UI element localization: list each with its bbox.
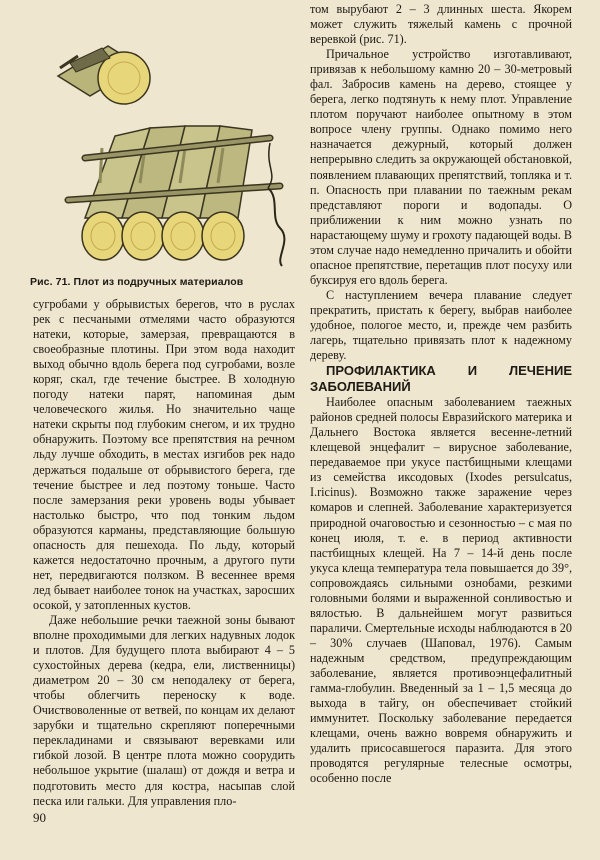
paragraph: Причальное устройство изготавливают, привязав к небольшому камню 20 – 30-метровый фал. Забросив камень на дерево, стоящее у берега, легко подтянуть к нему плот. Управление плотом поручают наиболее опытному в этом вопросе члену группы. Однако помимо него назначается дежурный, который должен непрерывно следить за окружающей обстановкой, появлением плавающих препятствий, топляка и т. п. Опасность при плавании по таежным рекам представляют пороги и водопады. О приближении к ним можно узнать по нарастающему шуму и грохоту падающей воды. В этом случае надо немедленно причалить и обойти опасное препятствие, перетащив плот посуху или буксируя его вдоль берега. (310, 47, 573, 287)
paragraph: Наиболее опасным заболеванием таежных районов средней полосы Евразийского материка и Дальнего Востока является весенне-летний клещевой энцефалит – вирусное заболевание, передаваемое при укусе пастбищными клещами из семейства иксодовых (Ixodes persulcatus, I.ricinus). Возможно также заражение через комаров и слепней. Заболевание характеризуется природной очаговостью и сезонностью – с мая по конец июля, т. е. в период активности пастбищных клещей. На 7 – 14-й день после укуса клеща температура тела повышается до 39°, сопровождаясь сильными ознобами, резкими головными болями и выраженной сонливостью и вялостью. В дальнейшем могут развиться параличи. Смертельные исходы наблюдаются в 20 – 30% случаев (Шаповал, 1976). Самым надежным средством, предупреждающим заболевание, является противоэнцефалитный гамма-глобулин. Введенный за 1 – 1,5 месяца до выхода в тайгу, он обеспечивает стойкий иммунитет. Поскольку заболевание передается клещами, очень важно вовремя обнаружить и удалить присосавшегося паразита. Для этого проводятся регулярные телесные осмотры, особенно после (310, 395, 572, 786)
left-column (33, 297, 295, 809)
paragraph: том вырубают 2 – 3 длинных шеста. Якорем может служить тяжелый камень с прочной веревкой (рис. 71). (310, 2, 572, 47)
log-ends (82, 212, 244, 260)
rope-icon (268, 143, 284, 266)
single-log-icon (58, 46, 150, 104)
page-number: 90 (33, 810, 46, 825)
raft-illustration (30, 8, 295, 273)
section-heading: ПРОФИЛАКТИКА И ЛЕЧЕНИЕ ЗАБОЛЕВАНИЙ (310, 363, 572, 395)
figure-caption: Рис. 71. Плот из подручных материалов (30, 276, 244, 288)
paragraph: сугробами у обрывистых берегов, что в руслах рек с песчаными отмелями часто образуются натеки, которые, замерзая, превращаются в своеобразные плотины. При этом вода находит выход обычно вдоль берега под сугробами, возле коряг, скал, где течение быстрее. В холодную погоду натеки парят, напоминая дым человеческого жилья. Но значительно чаще натеки скрыты под глубоким снегом, и их трудно обнаружить. Поэтому все препятствия на речном льду лучше обходить, в местах изгибов рек надо держаться подальше от обрывистого берега, где течение быстрее и лед поэтому тоньше. Часто после замерзания реки уровень воды убывает настолько быстро, что под тонким льдом образуются карманы, представляющие большую опасность для пешехода. По льду, который кажется недостаточно прочным, а другого пути нет, передвигаются ползком. В весеннее время лед бывает наиболее тонок на участках, заросших осокой, у затопленных кустов. (33, 297, 295, 612)
paragraph: С наступлением вечера плавание следует прекратить, пристать к берегу, выбрав наиболее удобное, пологое место, и, прежде чем разбить лагерь, тщательно привязать плот к надежному дереву. (310, 287, 572, 363)
paragraph: Даже небольшие речки таежной зоны бывают вполне проходимыми для легких надувных лодок и плотов. Для будущего плота выбирают 4 – 5 сухостойных дерева (кедра, ели, лиственницы) диаметром 20 – 30 см неподалеку от берега, чтобы облегчить переноску к воде. Очиствоволенные от ветвей, по концам их делают зарубки и тщательно скрепляют поперечными перекладинами и связывают веревками или гибкой лозой. В центре плота можно соорудить небольшое укрытие (шалаш) от дождя и ветра и подготовить место для костра, насыпав слой песка или гальки. Для управления пло- (33, 612, 295, 808)
right-column (310, 2, 572, 786)
